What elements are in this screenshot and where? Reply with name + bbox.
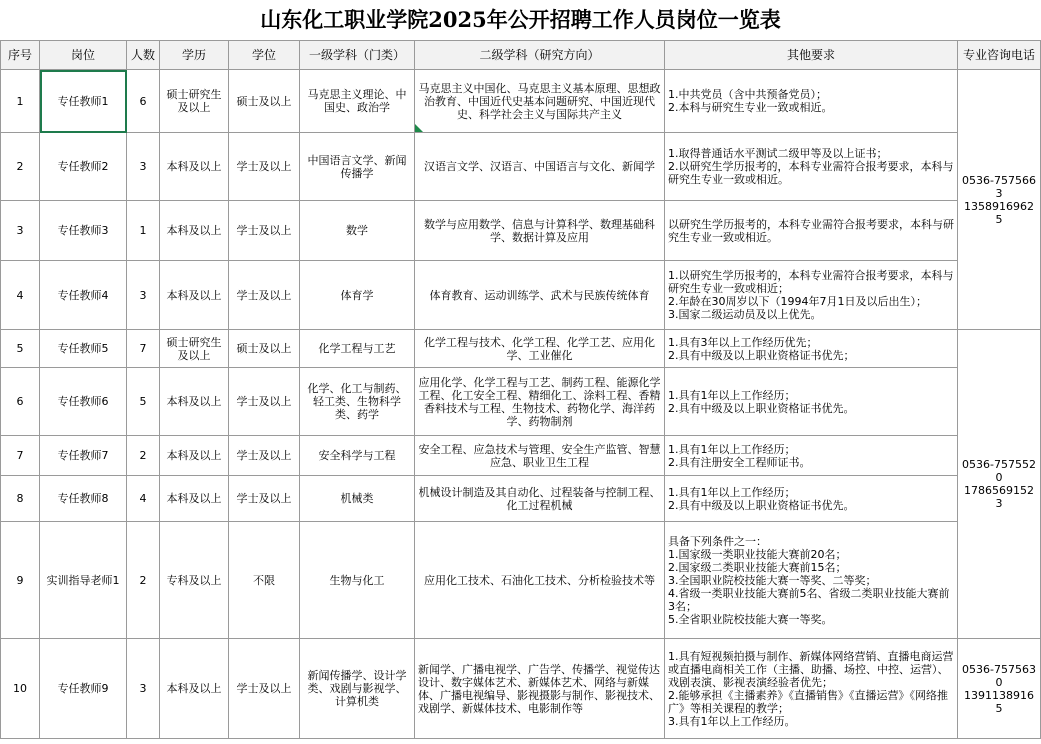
cell-other[interactable] <box>665 368 958 436</box>
table-row <box>1 133 1041 201</box>
phone-tel: 0536-7575520 <box>962 458 1036 484</box>
other-line: 2.具有中级及以上职业资格证书优先。 <box>668 401 855 415</box>
other-line: 1.具有3年以上工作经历优先； <box>668 335 818 349</box>
other-line: 1.以研究生学历报考的，本科专业需符合报考要求，本科与研究生专业一致或相近； <box>668 269 954 295</box>
other-line: 2.能够承担《主播素养》《直播销售》《直播运营》《网络推广》等相关课程的教学； <box>668 688 948 715</box>
other-line: 2.本科与研究生专业一致或相近。 <box>668 101 833 114</box>
cell-education[interactable]: 硕士研究生及以上 <box>160 70 229 133</box>
cell-no[interactable]: 9 <box>1 522 40 639</box>
cell-subject1[interactable]: 化学工程与工艺 <box>300 330 415 368</box>
other-line: 4.省级一类职业技能大赛前5名、省级二类职业技能大赛前3名； <box>668 586 950 613</box>
cell-subject1[interactable]: 生物与化工 <box>300 522 415 639</box>
cell-education[interactable]: 本科及以上 <box>160 201 229 261</box>
cell-degree[interactable]: 硕士及以上 <box>229 330 300 368</box>
table-row <box>1 522 1041 639</box>
cell-subject1[interactable]: 安全科学与工程 <box>300 436 415 476</box>
table-row <box>1 436 1041 476</box>
cell-other[interactable] <box>665 522 958 639</box>
cell-subject1[interactable]: 新闻传播学、设计学类、戏剧与影视学、计算机类 <box>300 639 415 739</box>
cell-count[interactable]: 2 <box>127 522 160 639</box>
phone-tel: 0536-7575663 <box>962 173 1036 200</box>
table-row <box>1 639 1041 739</box>
cell-position[interactable]: 专任教师3 <box>40 201 127 261</box>
cell-other[interactable] <box>665 261 958 330</box>
cell-education[interactable]: 本科及以上 <box>160 476 229 522</box>
table-row <box>1 368 1041 436</box>
other-line: 1.中共党员（含中共预备党员）； <box>668 88 827 101</box>
header-no: 序号 <box>1 41 40 70</box>
other-line: 3.全国职业院校技能大赛一等奖、二等奖； <box>668 573 877 587</box>
cell-phone-group3[interactable] <box>958 639 1041 739</box>
cell-subject1[interactable]: 马克思主义理论、中国史、政治学 <box>300 70 415 133</box>
cell-position[interactable]: 专任教师4 <box>40 261 127 330</box>
cell-degree[interactable]: 学士及以上 <box>229 201 300 261</box>
cell-education[interactable]: 本科及以上 <box>160 436 229 476</box>
other-line: 1.具有1年以上工作经历； <box>668 388 796 402</box>
cell-subject2[interactable]: 机械设计制造及其自动化、过程装备与控制工程、化工过程机械 <box>415 476 665 522</box>
cell-education[interactable]: 本科及以上 <box>160 133 229 201</box>
other-line: 2.国家级二类职业技能大赛前15名； <box>668 560 847 574</box>
table-row <box>1 70 1041 133</box>
cell-education[interactable]: 本科及以上 <box>160 639 229 739</box>
cell-position-selected[interactable]: 专任教师1 <box>40 70 127 133</box>
positions-table <box>0 40 1041 739</box>
cell-other[interactable] <box>665 330 958 368</box>
phone-mobile: 13589169625 <box>964 199 1034 226</box>
cell-degree[interactable]: 学士及以上 <box>229 476 300 522</box>
header-phone: 专业咨询电话 <box>958 41 1041 70</box>
cell-count[interactable]: 6 <box>127 70 160 133</box>
table-row <box>1 330 1041 368</box>
other-line: 5.全省职业院校技能大赛一等奖。 <box>668 612 833 626</box>
phone-mobile: 17865691523 <box>964 484 1034 510</box>
other-line: 1.取得普通话水平测试二级甲等及以上证书； <box>668 147 888 160</box>
cell-subject2[interactable]: 数学与应用数学、信息与计算科学、数理基础科学、数据计算及应用 <box>415 201 665 261</box>
cell-count[interactable]: 7 <box>127 330 160 368</box>
other-line: 3.具有1年以上工作经历。 <box>668 714 796 728</box>
cell-count[interactable]: 1 <box>127 201 160 261</box>
phone-mobile: 13911389165 <box>964 688 1034 715</box>
cell-phone-group1[interactable] <box>958 70 1041 330</box>
cell-degree[interactable]: 学士及以上 <box>229 639 300 739</box>
other-line: 2.年龄在30周岁以下（1994年7月1日及以后出生）； <box>668 295 927 308</box>
cell-position[interactable]: 专任教师8 <box>40 476 127 522</box>
cell-no[interactable]: 10 <box>1 639 40 739</box>
other-line: 具备下列条件之一： <box>668 534 767 548</box>
cell-other[interactable] <box>665 70 958 133</box>
header-education: 学历 <box>160 41 229 70</box>
cell-subject2[interactable]: 应用化学、化学工程与工艺、制药工程、能源化学工程、化工安全工程、精细化工、涂料工程、香精香料技术与工程、生物技术、药物化学、海洋药学、药物制剂 <box>415 368 665 436</box>
cell-education[interactable]: 硕士研究生及以上 <box>160 330 229 368</box>
cell-no[interactable]: 5 <box>1 330 40 368</box>
cell-degree[interactable]: 硕士及以上 <box>229 70 300 133</box>
table-row <box>1 476 1041 522</box>
cell-subject1[interactable]: 化学、化工与制药、轻工类、生物科学类、药学 <box>300 368 415 436</box>
cell-other[interactable] <box>665 201 958 261</box>
header-subject2: 二级学科（研究方向） <box>415 41 665 70</box>
other-line: 2.具有中级及以上职业资格证书优先。 <box>668 498 855 512</box>
cell-no[interactable]: 2 <box>1 133 40 201</box>
other-line: 1.具有1年以上工作经历； <box>668 485 796 499</box>
cell-other[interactable] <box>665 436 958 476</box>
cell-subject2[interactable]: 应用化工技术、石油化工技术、分析检验技术等 <box>415 522 665 639</box>
other-line: 1.具有1年以上工作经历； <box>668 442 796 456</box>
cell-no[interactable]: 8 <box>1 476 40 522</box>
cell-degree[interactable]: 不限 <box>229 522 300 639</box>
cell-no[interactable]: 7 <box>1 436 40 476</box>
cell-no[interactable]: 4 <box>1 261 40 330</box>
cell-subject1[interactable]: 中国语言文学、新闻传播学 <box>300 133 415 201</box>
cell-subject1[interactable]: 机械类 <box>300 476 415 522</box>
other-line: 3.国家二级运动员及以上优先。 <box>668 308 822 321</box>
cell-count[interactable]: 3 <box>127 639 160 739</box>
cell-subject2[interactable]: 新闻学、广播电视学、广告学、传播学、视觉传达设计、数字媒体艺术、新媒体艺术、网络与新媒体、广播电视编导、影视摄影与制作、影视技术、戏剧学、新媒体技术、电影制作等 <box>415 639 665 739</box>
cell-degree[interactable]: 学士及以上 <box>229 261 300 330</box>
header-degree: 学位 <box>229 41 300 70</box>
header-other: 其他要求 <box>665 41 958 70</box>
cell-no[interactable]: 3 <box>1 201 40 261</box>
cell-education[interactable]: 本科及以上 <box>160 368 229 436</box>
other-line: 2.具有注册安全工程师证书。 <box>668 455 811 469</box>
cell-position[interactable]: 专任教师2 <box>40 133 127 201</box>
cell-count[interactable]: 3 <box>127 133 160 201</box>
cell-position[interactable]: 实训指导老师1 <box>40 522 127 639</box>
page-title: 山东化工职业学院2025年公开招聘工作人员岗位一览表 <box>260 7 781 32</box>
cell-subject2[interactable]: 化学工程与技术、化学工程、化学工艺、应用化学、工业催化 <box>415 330 665 368</box>
cell-count[interactable]: 4 <box>127 476 160 522</box>
header-position: 岗位 <box>40 41 127 70</box>
cell-subject2[interactable]: 马克思主义中国化、马克思主义基本原理、思想政治教育、中国近代史基本问题研究、中国近现代史、科学社会主义与国际共产主义 <box>415 70 665 133</box>
cell-position[interactable]: 专任教师5 <box>40 330 127 368</box>
other-line: 1.具有短视频拍摄与制作、新媒体网络营销、直播电商运营或直播电商相关工作（主播、助播、场控、中控、运营）、戏剧表演、影视表演经验者优先； <box>668 649 954 689</box>
cell-count[interactable]: 5 <box>127 368 160 436</box>
cell-subject2[interactable]: 体育教育、运动训练学、武术与民族传统体育 <box>415 261 665 330</box>
cell-other[interactable] <box>665 639 958 739</box>
cell-degree[interactable]: 学士及以上 <box>229 133 300 201</box>
cell-education[interactable]: 本科及以上 <box>160 261 229 330</box>
table-row <box>1 261 1041 330</box>
cell-degree[interactable]: 学士及以上 <box>229 368 300 436</box>
header-subject1: 一级学科（门类） <box>300 41 415 70</box>
cell-degree[interactable]: 学士及以上 <box>229 436 300 476</box>
cell-position[interactable]: 专任教师9 <box>40 639 127 739</box>
cell-position[interactable]: 专任教师7 <box>40 436 127 476</box>
table-row <box>1 201 1041 261</box>
cell-subject1[interactable]: 体育学 <box>300 261 415 330</box>
other-line: 2.以研究生学历报考的，本科专业需符合报考要求，本科与研究生专业一致或相近。 <box>668 160 954 186</box>
cell-subject2[interactable]: 安全工程、应急技术与管理、安全生产监管、智慧应急、职业卫生工程 <box>415 436 665 476</box>
table-header-row <box>1 41 1041 70</box>
cell-other[interactable] <box>665 476 958 522</box>
cell-subject1[interactable]: 数学 <box>300 201 415 261</box>
cell-education[interactable]: 专科及以上 <box>160 522 229 639</box>
cell-phone-group2[interactable] <box>958 330 1041 639</box>
phone-tel: 0536-7575630 <box>962 662 1036 689</box>
other-line: 以研究生学历报考的，本科专业需符合报考要求，本科与研究生专业一致或相近。 <box>668 217 954 244</box>
cell-no[interactable]: 6 <box>1 368 40 436</box>
other-line: 1.国家级一类职业技能大赛前20名； <box>668 547 847 561</box>
cell-no[interactable]: 1 <box>1 70 40 133</box>
other-line: 2.具有中级及以上职业资格证书优先； <box>668 348 855 362</box>
cell-count[interactable]: 2 <box>127 436 160 476</box>
cell-other[interactable] <box>665 133 958 201</box>
cell-subject2[interactable]: 汉语言文学、汉语言、中国语言与文化、新闻学 <box>415 133 665 201</box>
header-count: 人数 <box>127 41 160 70</box>
cell-count[interactable]: 3 <box>127 261 160 330</box>
cell-position[interactable]: 专任教师6 <box>40 368 127 436</box>
